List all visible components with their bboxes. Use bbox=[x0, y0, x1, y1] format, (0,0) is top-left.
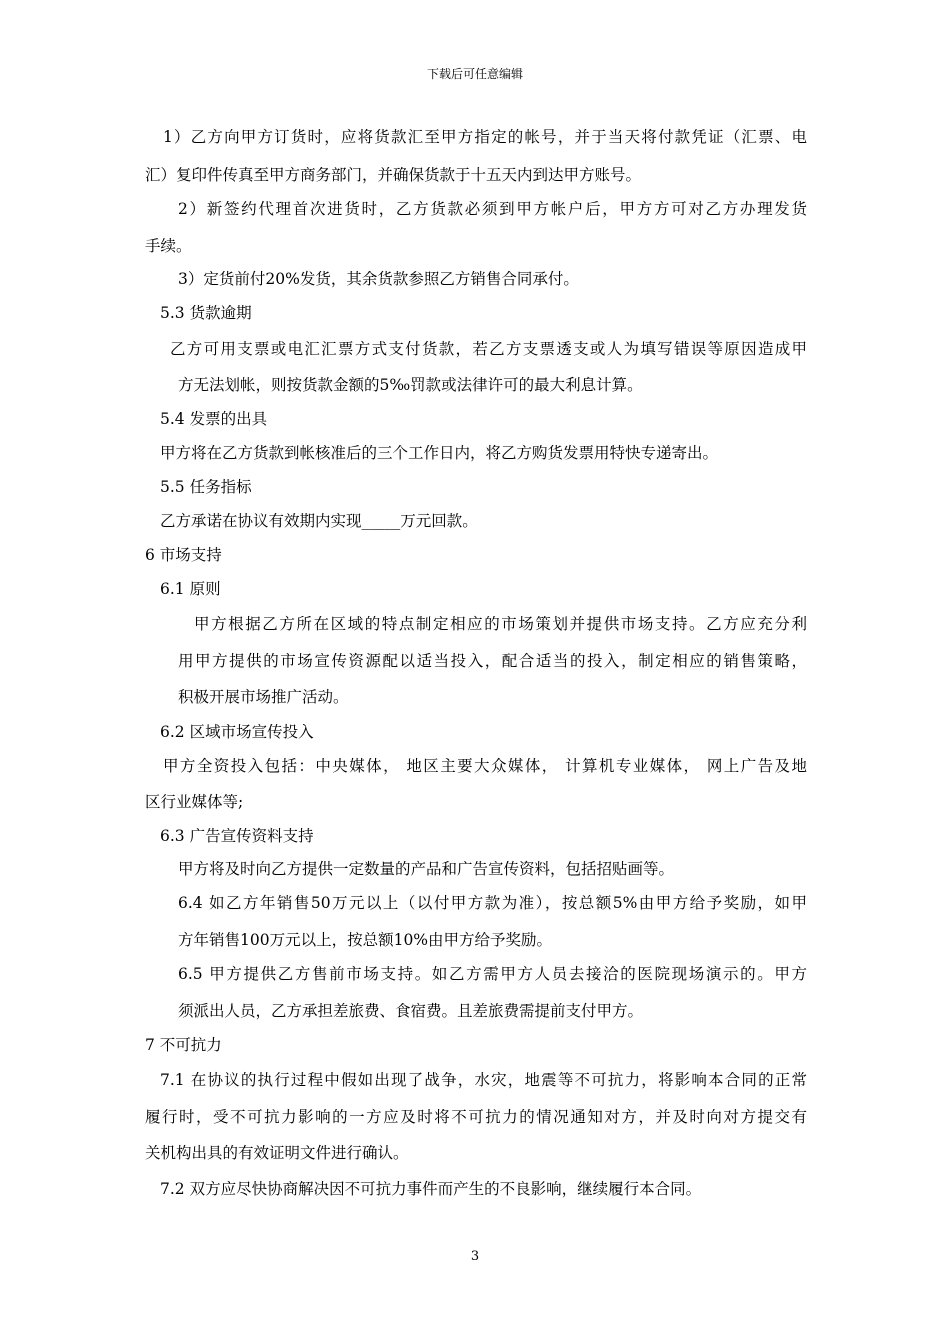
section-heading: 5.5 任务指标 bbox=[160, 478, 252, 496]
text-line: 甲方将在乙方货款到帐核准后的三个工作日内，将乙方购货发票用特快专递寄出。 bbox=[160, 444, 719, 462]
page-header: 下载后可任意编辑 bbox=[426, 67, 523, 81]
text-line: 甲方将及时向乙方提供一定数量的产品和广告宣传资料，包括招贴画等。 bbox=[178, 860, 675, 878]
text-line: 方年销售100万元以上，按总额10%由甲方给予奖励。 bbox=[178, 931, 553, 949]
text-line: 甲方全资投入包括：中央媒体， 地区主要大众媒体， 计算机专业媒体， 网上广告及地 bbox=[163, 757, 807, 775]
text-line: 甲方根据乙方所在区域的特点制定相应的市场策划并提供市场支持。乙方应充分利 bbox=[194, 615, 807, 633]
text-line: 履行时，受不可抗力影响的一方应及时将不可抗力的情况通知对方，并及时向对方提交有 bbox=[145, 1108, 807, 1126]
text-line: 方无法划帐，则按货款金额的5‰罚款或法律许可的最大利息计算。 bbox=[178, 376, 643, 394]
text-line: 7.1 在协议的执行过程中假如出现了战争，水灾，地震等不可抗力，将影响本合同的正常 bbox=[160, 1071, 807, 1089]
text-line: 6.5 甲方提供乙方售前市场支持。如乙方需甲方人员去接洽的医院现场演示的。甲方 bbox=[178, 965, 807, 983]
text-line: 3）定货前付20%发货，其余货款参照乙方销售合同承付。 bbox=[178, 270, 579, 288]
page-number: 3 bbox=[470, 1249, 480, 1264]
text-line: 积极开展市场推广活动。 bbox=[178, 688, 349, 706]
text-line: 7.2 双方应尽快协商解决因不可抗力事件而产生的不良影响，继续履行本合同。 bbox=[160, 1180, 702, 1198]
section-heading: 7 不可抗力 bbox=[145, 1036, 222, 1054]
section-heading: 6 市场支持 bbox=[145, 546, 222, 564]
text-line: 乙方可用支票或电汇汇票方式支付货款，若乙方支票透支或人为填写错误等原因造成甲 bbox=[170, 340, 807, 358]
section-heading: 5.3 货款逾期 bbox=[160, 304, 252, 322]
text-line: 须派出人员，乙方承担差旅费、食宿费。且差旅费需提前支付甲方。 bbox=[178, 1002, 644, 1020]
section-heading: 5.4 发票的出具 bbox=[160, 410, 268, 428]
text-line: 用甲方提供的市场宣传资源配以适当投入，配合适当的投入，制定相应的销售策略， bbox=[178, 652, 807, 670]
section-heading: 6.1 原则 bbox=[160, 580, 221, 598]
text-line: 1）乙方向甲方订货时，应将货款汇至甲方指定的帐号，并于当天将付款凭证（汇票、电 bbox=[163, 128, 807, 146]
section-heading: 6.2 区域市场宣传投入 bbox=[160, 723, 314, 741]
section-heading: 6.3 广告宣传资料支持 bbox=[160, 827, 314, 845]
text-line: 6.4 如乙方年销售50万元以上（以付甲方款为准），按总额5%由甲方给予奖励，如甲 bbox=[178, 894, 807, 912]
text-line: 汇）复印件传真至甲方商务部门，并确保货款于十五天内到达甲方账号。 bbox=[145, 166, 642, 184]
text-line: 2）新签约代理首次进货时，乙方货款必须到甲方帐户后，甲方方可对乙方办理发货 bbox=[178, 200, 807, 218]
text-line: 乙方承诺在协议有效期内实现_____万元回款。 bbox=[160, 512, 478, 530]
text-line: 关机构出具的有效证明文件进行确认。 bbox=[145, 1144, 409, 1162]
text-line: 手续。 bbox=[145, 237, 192, 255]
text-line: 区行业媒体等; bbox=[145, 793, 244, 811]
